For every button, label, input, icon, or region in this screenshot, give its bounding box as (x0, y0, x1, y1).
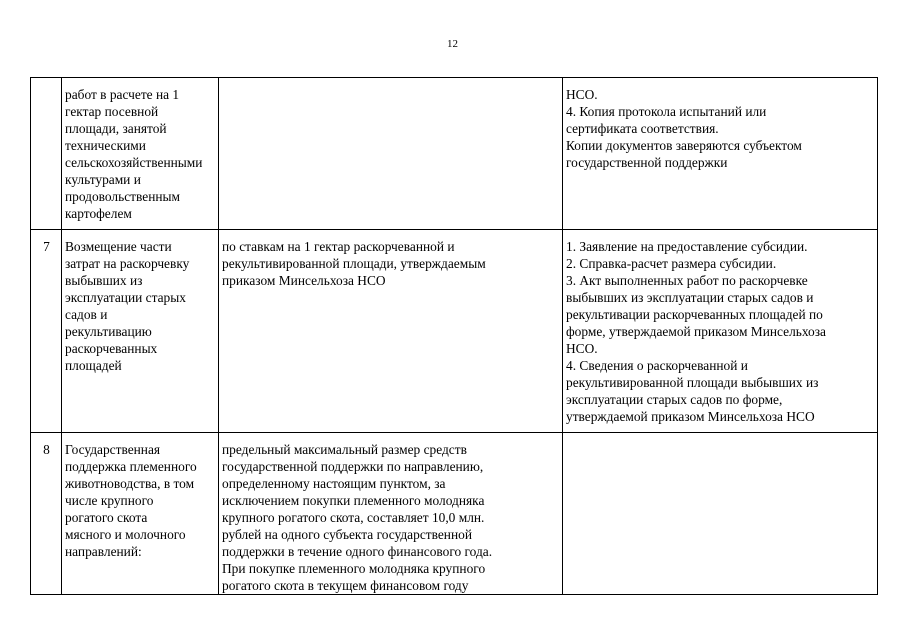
documents-cell (563, 433, 878, 595)
description-line: площади, занятой (65, 121, 167, 136)
documents-line: сертификата соответствия. (566, 121, 719, 136)
description-line: направлений: (65, 544, 142, 559)
conditions-line: поддержки в течение одного финансового года. (222, 544, 493, 559)
description-line: садов и (65, 307, 108, 322)
description-line: работ в расчете на 1 (65, 87, 180, 102)
documents-cell (563, 78, 878, 230)
description-line: техническими (65, 138, 146, 153)
conditions-line: рогатого скота в текущем финансовом году (222, 578, 469, 593)
conditions-line: исключением покупки племенного молодняка (222, 493, 485, 508)
description-line: числе крупного (65, 493, 154, 508)
table-row (31, 230, 878, 433)
description-line: эксплуатации старых (65, 290, 186, 305)
description-line: рогатого скота (65, 510, 148, 525)
conditions-cell (219, 230, 563, 433)
page-number: 12 (447, 38, 458, 50)
table-row (31, 78, 878, 230)
documents-line: 1. Заявление на предоставление субсидии. (566, 239, 808, 254)
conditions-line: При покупке племенного молодняка крупного (222, 561, 486, 576)
documents-cell (563, 230, 878, 433)
conditions-cell (219, 433, 563, 595)
conditions-line: приказом Минсельхоза НСО (222, 273, 386, 288)
documents-line: рекультивированной площади выбывших из (566, 375, 819, 390)
documents-line: 4. Сведения о раскорчеванной и (566, 358, 748, 373)
description-line: раскорчеванных (65, 341, 158, 356)
description-line: затрат на раскорчевку (65, 256, 190, 271)
documents-line: рекультивации раскорчеванных площадей по (566, 307, 823, 322)
conditions-line: рублей на одного субъекта государственной (222, 527, 472, 542)
description-line: мясного и молочного (65, 527, 186, 542)
documents-line: 3. Акт выполненных работ по раскорчевке (566, 273, 808, 288)
documents-line: НСО. (566, 341, 598, 356)
row-number-cell (31, 78, 62, 230)
documents-line: государственной поддержки (566, 155, 728, 170)
description-cell (62, 78, 219, 230)
description-line: выбывших из (65, 273, 143, 288)
description-line: продовольственным (65, 189, 181, 204)
description-line: гектар посевной (65, 104, 159, 119)
documents-line: 2. Справка-расчет размера субсидии. (566, 256, 777, 271)
documents-line: эксплуатации старых садов по форме, (566, 392, 783, 407)
row-number-cell: 7 (31, 230, 62, 433)
documents-line: форме, утверждаемой приказом Минсельхоза (566, 324, 826, 339)
description-cell (62, 230, 219, 433)
description-line: сельскохозяйственными (65, 155, 203, 170)
subsidy-table (30, 77, 878, 595)
table-row (31, 433, 878, 595)
conditions-line: рекультивированной площади, утверждаемым (222, 256, 486, 271)
description-line: Государственная (65, 442, 161, 457)
conditions-line: по ставкам на 1 гектар раскорчеванной и (222, 239, 455, 254)
description-line: культурами и (65, 172, 141, 187)
description-line: Возмещение части (65, 239, 172, 254)
conditions-line: государственной поддержки по направлению, (222, 459, 484, 474)
description-line: животноводства, в том (65, 476, 195, 491)
conditions-line: предельный максимальный размер средств (222, 442, 467, 457)
conditions-cell (219, 78, 563, 230)
documents-line: выбывших из эксплуатации старых садов и (566, 290, 814, 305)
conditions-line: определенному настоящим пунктом, за (222, 476, 446, 491)
row-number-cell: 8 (31, 433, 62, 595)
description-line: рекультивацию (65, 324, 152, 339)
documents-line: НСО. (566, 87, 598, 102)
description-cell (62, 433, 219, 595)
conditions-line: крупного рогатого скота, составляет 10,0 млн. (222, 510, 485, 525)
description-line: картофелем (65, 206, 132, 221)
documents-line: утверждаемой приказом Минсельхоза НСО (566, 409, 815, 424)
documents-line: Копии документов заверяются субъектом (566, 138, 802, 153)
description-line: поддержка племенного (65, 459, 197, 474)
description-line: площадей (65, 358, 122, 373)
documents-line: 4. Копия протокола испытаний или (566, 104, 767, 119)
